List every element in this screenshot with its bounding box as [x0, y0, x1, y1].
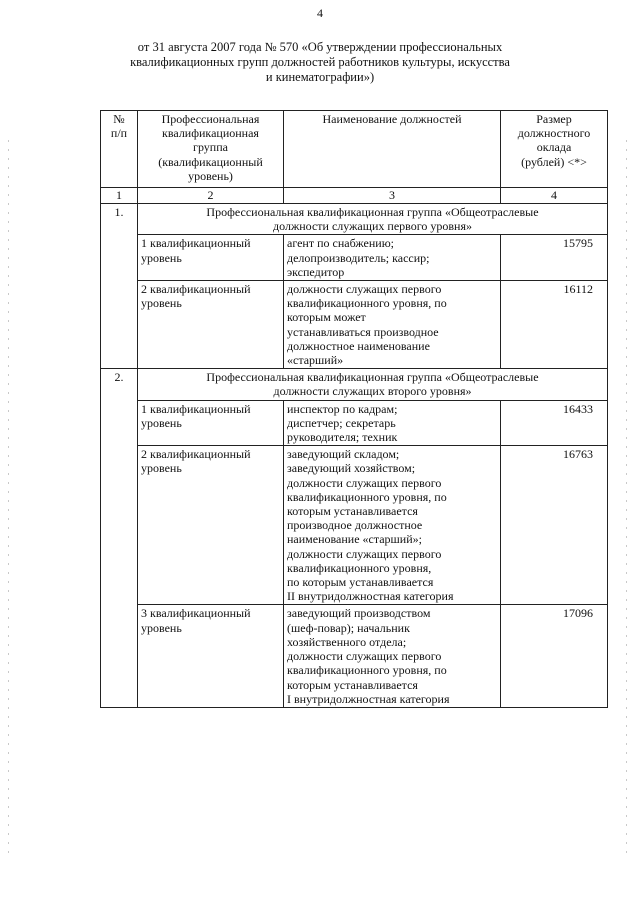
column-number: 4: [501, 188, 608, 204]
heading-line: от 31 августа 2007 года № 570 «Об утверждении профессиональных: [137, 40, 503, 54]
position-line: заведующий хозяйством;: [287, 461, 416, 476]
column-number: 3: [284, 188, 501, 204]
position-line: квалификационного уровня, по: [287, 296, 447, 311]
position-line: по которым устанавливается: [287, 575, 434, 590]
level-line: 2 квалификационный: [141, 282, 251, 297]
scan-edge-left: [8, 140, 9, 860]
header-group: Профессиональная квалификационная группа (квалификационный уровень): [138, 111, 284, 188]
position-line: квалификационного уровня,: [287, 560, 432, 575]
heading-line: квалификационных групп должностей работников культуры, искусства: [130, 55, 510, 69]
level-row: [101, 400, 608, 446]
column-number: 2: [138, 188, 284, 204]
position-line: устанавливаться производное: [287, 324, 439, 339]
qualification-level: [138, 235, 284, 281]
position-line: диспетчер; секретарь: [287, 415, 396, 430]
qualification-level: [138, 281, 284, 369]
level-row: [101, 235, 608, 281]
position-line: должности служащих первого: [287, 546, 442, 561]
position-line: I внутридолжностная категория: [287, 691, 450, 706]
group-number: 2.: [101, 369, 138, 708]
level-line: уровень: [141, 461, 182, 476]
heading-line: и кинематографии»): [265, 70, 375, 84]
group-title-row: [101, 204, 608, 235]
table-header-row: [101, 111, 608, 188]
position-names: [284, 400, 501, 446]
position-line: должности служащих первого: [287, 282, 442, 297]
position-names: [284, 281, 501, 369]
group-title-line: должности служащих первого уровня»: [273, 219, 472, 234]
salary-value: 16112: [501, 281, 608, 369]
position-names: [284, 235, 501, 281]
header-salary: Размер должностного оклада (рублей) <*>: [501, 111, 608, 188]
position-line: производное должностное: [287, 518, 423, 533]
qualification-level: [138, 605, 284, 707]
level-line: уровень: [141, 415, 182, 430]
salary-value: 16763: [501, 446, 608, 605]
qualification-level: [138, 400, 284, 446]
level-row: [101, 281, 608, 369]
level-row: [101, 446, 608, 605]
level-line: уровень: [141, 620, 182, 635]
position-line: которым может: [287, 310, 366, 325]
level-line: 3 квалификационный: [141, 606, 251, 621]
salary-value: 15795: [501, 235, 608, 281]
position-line: заведующий складом;: [287, 447, 400, 462]
group-title-line: должности служащих второго уровня»: [273, 384, 472, 399]
position-line: должностное наименование: [287, 338, 430, 353]
level-line: уровень: [141, 296, 182, 311]
group-title: [138, 204, 608, 235]
position-line: «старший»: [287, 353, 344, 368]
level-line: 1 квалификационный: [141, 401, 251, 416]
position-line: которым устанавливается: [287, 504, 418, 519]
column-number: 1: [101, 188, 138, 204]
header-positions: Наименование должностей: [284, 111, 501, 188]
position-line: квалификационного уровня, по: [287, 489, 447, 504]
position-line: агент по снабжению;: [287, 236, 394, 251]
document-heading: [110, 40, 530, 85]
level-line: уровень: [141, 250, 182, 265]
position-line: должности служащих первого: [287, 649, 442, 664]
group-title-row: [101, 369, 608, 400]
position-line: руководителя; техник: [287, 430, 398, 445]
group-number: 1.: [101, 204, 138, 369]
salary-table: [100, 110, 608, 708]
level-row: [101, 605, 608, 707]
position-line: (шеф-повар); начальник: [287, 620, 410, 635]
position-line: экспедитор: [287, 264, 345, 279]
salary-value: 17096: [501, 605, 608, 707]
position-names: [284, 446, 501, 605]
position-line: квалификационного уровня, по: [287, 663, 447, 678]
position-line: делопроизводитель; кассир;: [287, 250, 430, 265]
position-line: II внутридолжностная категория: [287, 589, 454, 604]
group-title-line: Профессиональная квалификационная группа «Общеотраслевые: [206, 370, 539, 385]
position-line: наименование «старший»;: [287, 532, 422, 547]
level-line: 2 квалификационный: [141, 447, 251, 462]
level-line: 1 квалификационный: [141, 236, 251, 251]
group-title-line: Профессиональная квалификационная группа «Общеотраслевые: [206, 205, 539, 219]
scan-edge-right: [626, 140, 627, 860]
position-line: заведующий производством: [287, 606, 431, 621]
header-num: № п/п: [101, 111, 138, 188]
position-line: инспектор по кадрам;: [287, 401, 398, 416]
page-number: 4: [317, 6, 323, 20]
qualification-level: [138, 446, 284, 605]
position-line: которым устанавливается: [287, 677, 418, 692]
column-number-row: [101, 188, 608, 204]
position-line: должности служащих первого: [287, 475, 442, 490]
salary-value: 16433: [501, 400, 608, 446]
position-names: [284, 605, 501, 707]
group-title: [138, 369, 608, 400]
position-line: хозяйственного отдела;: [287, 634, 407, 649]
